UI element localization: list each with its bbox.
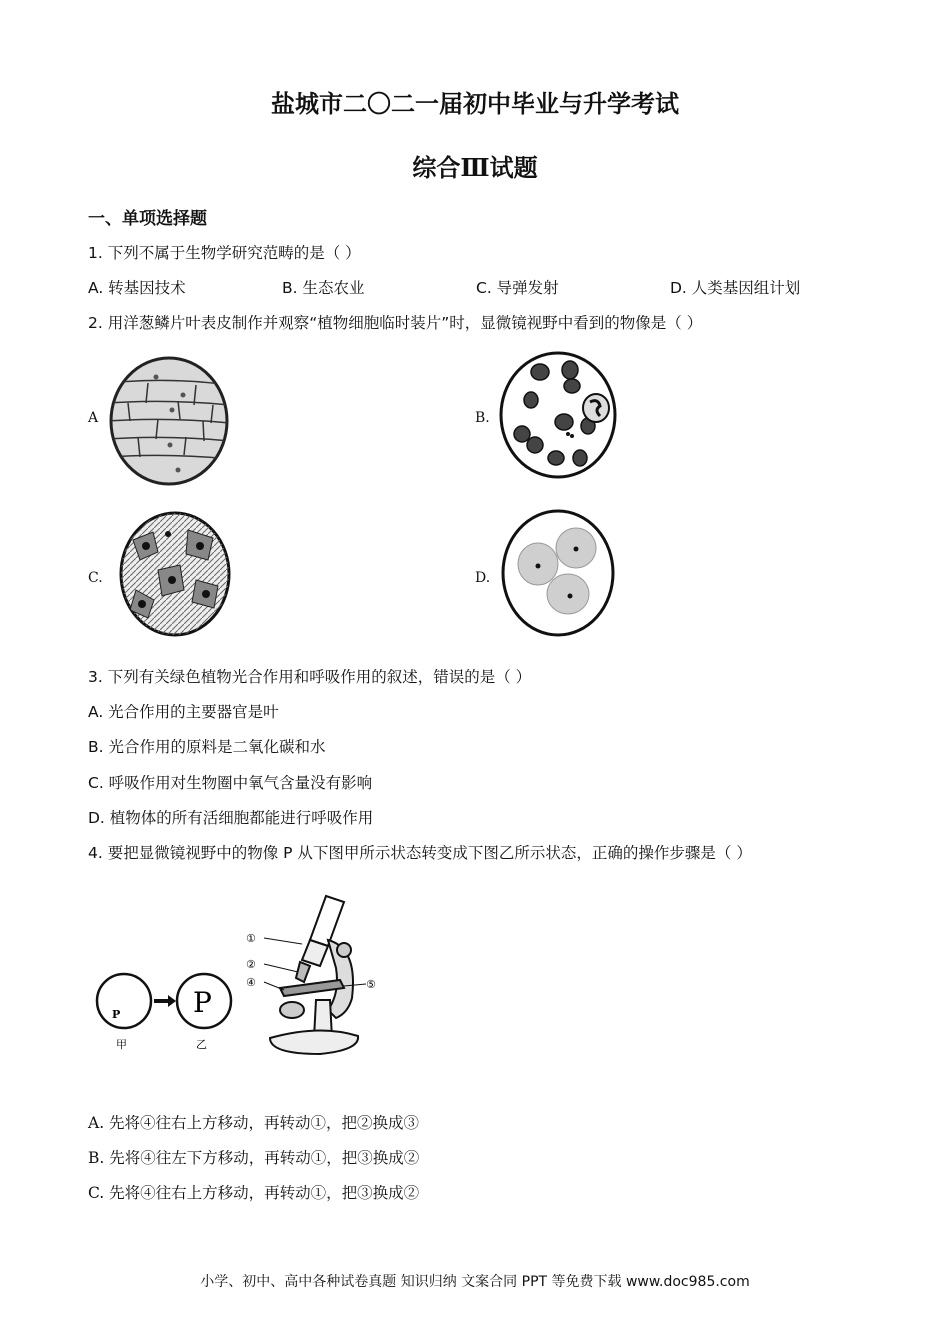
question-3-option-b: B. 光合作用的原料是二氧化碳和水 <box>88 738 326 756</box>
blood-cells-image <box>498 350 618 480</box>
question-4-option-c: C. 先将④往右上方移动，再转动①，把③换成② <box>88 1184 420 1202</box>
question-4-option-b: B. 先将④往左下方移动，再转动①，把③换成② <box>88 1149 420 1167</box>
marker-1: ① <box>246 932 256 945</box>
exam-subtitle: 综合Ⅲ试题 <box>412 153 538 182</box>
question-3-stem: 3. 下列有关绿色植物光合作用和呼吸作用的叙述，错误的是（ ） <box>88 668 532 686</box>
question-1-option-d: D. 人类基因组计划 <box>670 279 801 297</box>
exam-title: 盐城市二〇二一届初中毕业与升学考试 <box>271 89 679 118</box>
arrow-right-icon <box>154 995 176 1007</box>
small-p-label: P <box>112 1008 121 1021</box>
question-3-option-a: A. 光合作用的主要器官是叶 <box>88 703 279 721</box>
question-4-option-a: A. 先将④往右上方移动，再转动①，把②换成③ <box>88 1114 420 1132</box>
question-2-stem: 2. 用洋葱鳞片叶表皮制作并观察“植物细胞临时装片”时，显微镜视野中看到的物像是（ ） <box>88 314 703 332</box>
marker-2: ② <box>246 958 256 971</box>
question-2-label-b: B. <box>475 410 490 426</box>
question-4-stem: 4. 要把显微镜视野中的物像 P 从下图甲所示状态转变成下图乙所示状态，正确的操作步骤是（ ） <box>88 844 752 862</box>
footer-text: 小学、初中、高中各种试卷真题 知识归纳 文案合同 PPT 等免费下载 www.doc985.com <box>200 1274 750 1290</box>
view-circle-jia <box>97 974 151 1028</box>
big-p-label: P <box>193 986 212 1019</box>
question-1-option-a: A. 转基因技术 <box>88 279 186 297</box>
question-2-label-d: D. <box>475 570 491 586</box>
microscope-figure <box>240 888 390 1063</box>
yi-label: 乙 <box>196 1038 207 1051</box>
jia-label: 甲 <box>116 1038 127 1051</box>
question-2-label-a: A <box>88 410 99 426</box>
onion-epidermis-image <box>108 355 230 487</box>
question-1-option-b: B. 生态农业 <box>282 279 365 297</box>
question-1-option-c: C. 导弹发射 <box>476 279 559 297</box>
tissue-cells-image <box>118 510 232 638</box>
question-3-option-c: C. 呼吸作用对生物圈中氧气含量没有影响 <box>88 774 373 792</box>
marker-5: ⑤ <box>366 978 376 991</box>
question-3-option-d: D. 植物体的所有活细胞都能进行呼吸作用 <box>88 809 374 827</box>
round-cells-image <box>500 508 616 638</box>
section-heading: 一、单项选择题 <box>88 209 207 229</box>
question-2-label-c: C. <box>88 570 103 586</box>
marker-4: ④ <box>246 976 256 989</box>
question-1-stem: 1. 下列不属于生物学研究范畴的是（ ） <box>88 244 361 262</box>
